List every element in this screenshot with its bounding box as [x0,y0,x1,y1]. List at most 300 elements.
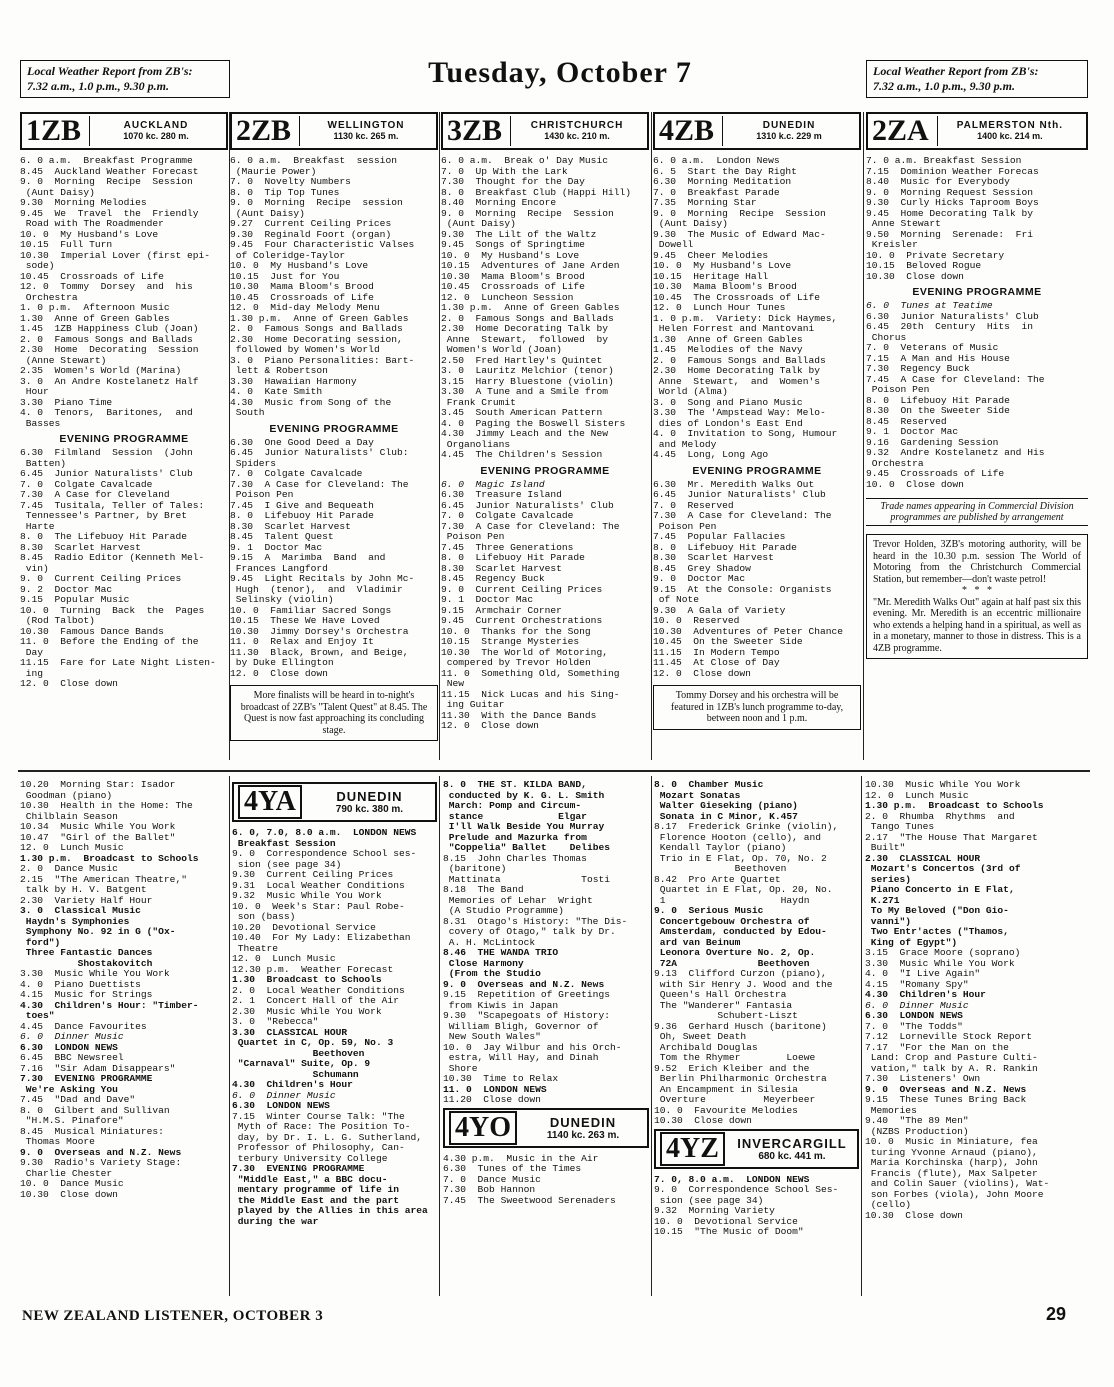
schedule-entry: 9.15 Repetition of Greetings from Kiwis in Japan [443,989,610,1011]
schedule-entry: 4.30 Children's Hour: "Timber- toes" [20,999,199,1021]
schedule-entry: 9.45 Cheer Melodies [653,249,769,261]
station-city: CHRISTCHURCH [530,120,624,131]
schedule-entry: 7. 0 a.m. Breakfast Session [866,155,1022,166]
schedule-entry: 9. 2 Doctor Mac [20,583,113,595]
schedule-list [441,480,649,732]
schedule-entry: 2.17 "The House That Margaret Built" [865,831,1038,853]
schedule-entry: 6.30 Junior Naturalists' Club [866,310,1039,322]
schedule-entry: 9.15 These Tunes Bring Back Memories [865,1094,1027,1116]
schedule-entry: 6. 0 Tunes at Teatime [866,300,993,311]
station-city: AUCKLAND [123,120,189,131]
schedule-entry: 2. 1 Concert Hall of the Air [232,995,399,1006]
schedule-entry: 11.15 Nick Lucas and his Sing- ing Guitar [441,688,620,710]
schedule-entry: 9. 0 Morning Recipe session (Aunt Daisy) [230,197,403,219]
weather-title: Local Weather Report from ZB's: [873,64,1039,78]
schedule-entry: 10.15 "The Music of Doom" [654,1226,804,1237]
schedule-entry: 10.30 Mama Bloom's Brood [441,270,585,282]
evening-heading: EVENING PROGRAMME [59,433,189,445]
station-box-2zb [230,112,438,150]
schedule-entry: 8. 0 Lifebuoy Hit Parade [441,552,585,563]
schedule-entry: 10.20 Morning Star: Isador Goodman (piano) [20,780,176,801]
schedule-entry: 10.45 Crossroads of Life [20,270,164,282]
schedule-entry: 7. 0 Colgate Cavalcade [441,510,574,521]
schedule-list [653,480,861,680]
station-box-1zb [20,112,228,150]
schedule-entry: 7.30 Regency Buck [866,363,970,374]
schedule-entry: 9.30 Current Ceiling Prices [232,869,394,880]
talent-quest-note: More finalists will be heard in to-night's broadcast of 2ZB's "Talent Quest" at 8.45. The Quest is now fast approaching its concluding stage. [230,685,438,741]
schedule-entry: 12.30 p.m. Weather Forecast [232,963,394,975]
column-rule [651,112,652,760]
schedule-entry: 10. 0 Favourite Melodies [654,1104,798,1116]
schedule-entry: 7.15 Dominion Weather Forecas [866,165,1039,177]
station-call: 3ZB [447,116,511,146]
schedule-entry: 8.17 Frederick Grinke (violin), Florence Hooton (cello), and Kendall Taylor (piano) Trio in E Flat, Op. 70, No. 2 Beethoven [654,821,839,874]
schedule-entry: 4.30 Children's Hour [865,989,986,1000]
schedule-entry: 2.30 Home Decorating Talk by Anne Stewart, and Women's World (Alma) [653,365,820,397]
schedule-list [866,156,1088,282]
schedule-entry: 6.45 Junior Naturalists' Club [20,468,193,479]
motoring-note-text: Trevor Holden, 3ZB's motoring authority, will be heard in the 10.30 p.m. session The World of Motoring from the Christchurch Commercial Station, but remember—don't waste petrol! [873,539,1081,585]
schedule-entry: 9.13 Clifford Curzon (piano), with Sir Henry J. Wood and the Queen's Hall Orchestra The "Wanderer" Fantasia Schubert-Liszt [654,968,833,1021]
column-4zb [653,112,861,760]
schedule-entry: 2.30 Home Decorating Session (Anne Stewart) [20,344,199,366]
schedule-entry: 8.45 Auckland Weather Forecast [20,165,199,177]
schedule-entry: 10. 0 My Husband's Love [230,260,369,271]
schedule-entry: 9.45 Four Characteristic Valses of Coleridge-Taylor [230,239,415,261]
schedule-entry: 9. 1 Doctor Mac [866,426,959,437]
station-box-4yo [443,1108,649,1148]
column-rule [439,776,440,1296]
schedule-entry: 10.15 Beloved Rogue [866,260,982,271]
station-call: 2ZA [872,116,938,146]
schedule-entry: 10.30 Mama Bloom's Brood [230,281,374,292]
schedule-list [654,780,859,1127]
schedule-entry: 8.46 THE WANDA TRIO Close Harmony (From the Studio [443,947,559,979]
schedule-entry: 8. 0 THE ST. KILDA BAND, conducted by K. G. L. Smith March: Pomp and Circum- stance Elgar I'll Walk Beside You Murray Prelude and Mazurka from "Coppelia" Ballet Delibes [443,780,610,853]
schedule-entry: 9.45 Current Orchestrations [441,615,603,626]
schedule-entry: 10.30 Time to Relax [443,1073,559,1084]
schedule-entry: 4. 0 Invitation to Song, Humour and Melody [653,428,838,450]
schedule-entry: 8.45 Musical Miniatures: Thomas Moore [20,1125,164,1147]
schedule-entry: 4.45 Dance Favourites [20,1020,147,1032]
column-1zb [20,112,228,760]
schedule-entry: 7. 0 Breakfast Parade [653,186,780,198]
schedule-entry: 8.45 Grey Shadow [653,562,751,574]
schedule-entry: 9.50 Morning Serenade: Fri Kreisler [866,228,1033,250]
schedule-list [230,156,438,419]
schedule-entry: 2.15 "The American Theatre," talk by H. V. Batgent [20,873,187,895]
schedule-entry: 6.30 Filmland Session (John Batten) [20,447,193,469]
lower-column-4 [654,780,859,1300]
schedule-entry: 10.15 Heritage Hall [653,270,769,282]
schedule-entry: 7. 0, 8.0 a.m. LONDON NEWS [654,1173,810,1185]
schedule-entry: 7. 0 Dance Music [443,1173,541,1185]
schedule-entry: 6. 0 Magic Island [441,478,545,490]
station-box-3zb [441,112,649,150]
schedule-entry: 10. 0 Week's Star: Paul Robe- son (bass) [232,900,405,922]
column-3zb [441,112,649,760]
schedule-entry: 12. 0 Tommy Dorsey and his Orchestra [20,281,193,303]
schedule-entry: 7.35 Morning Star [653,197,757,208]
schedule-entry: 9.15 Popular Music [20,594,130,605]
schedule-entry: 9.32 Music While You Work [232,890,382,901]
schedule-entry: 8.40 Morning Encore [441,197,557,208]
schedule-entry: 8.45 Talent Quest [230,531,334,542]
schedule-entry: 9. 0 Correspondence School Ses- sion (see page 34) [654,1184,839,1206]
schedule-entry: 9.30 Curly Hicks Taproom Boys [866,197,1039,208]
station-freq: 1400 kc. 214 m. [977,131,1043,141]
schedule-entry: 6.30 LONDON NEWS [865,1010,963,1021]
schedule-entry: 4. 0 "I Live Again" [865,968,981,979]
schedule-entry: 2.30 CLASSICAL HOUR Mozart's Concertos (3rd of series) Piano Concerto in E Flat, K.271 To My Beloved ("Don Gio- vanni") Two Entr'actes ("Thamos, King of Egypt") [865,852,1021,948]
schedule-entry: 10. 0 Devotional Service [654,1215,798,1227]
schedule-entry: 7.15 Winter Course Talk: "The Myth of Race: The Position To- day, by Dr. I. L. G. Sutherland, Professor of Philosophy, Can- terbury University College [232,1110,422,1164]
schedule-entry: 10.30 Health in the Home: The Chilblain Season [20,800,193,822]
schedule-entry: 11.45 At Close of Day [653,657,780,668]
schedule-entry: 10.45 The Crossroads of Life [653,291,820,303]
schedule-entry: 9. 0 Overseas and N.Z. News [20,1146,182,1158]
column-rule [229,776,230,1296]
schedule-entry: 12. 0 Close down [20,678,118,689]
schedule-entry: 10. 0 Thanks for the Song [441,625,591,637]
schedule-entry: 10.30 Famous Dance Bands [20,625,164,637]
lower-column-5 [865,780,1090,1300]
schedule-entry: 6.45 BBC Newsreel [20,1052,124,1063]
schedule-entry: 7.45 "Dad and Dave" [20,1094,136,1105]
schedule-entry: 3.30 A Tune and a Smile from Frank Crumit [441,386,608,408]
column-rule [863,112,864,760]
schedule-entry: 9.36 Gerhard Husch (baritone) Oh, Sweet Death Archibald Douglas Tom the Rhymer Loewe [654,1020,827,1063]
schedule-entry: 8.30 Scarlet Harvest [653,552,774,563]
schedule-entry: 8.45 Radio Editor (Kenneth Mel- vin) [20,552,205,574]
schedule-entry: 9.15 Armchair Corner [441,604,562,616]
schedule-entry: 7.12 Lorneville Stock Report [865,1031,1032,1042]
column-rule [229,112,230,760]
evening-heading: EVENING PROGRAMME [480,464,610,477]
schedule-list [654,1175,859,1238]
schedule-entry: 8.40 Music for Everybody [866,176,1010,187]
schedule-entry: 9. 0 Correspondence School ses- sion (see page 34) [232,848,417,870]
schedule-entry: 7.17 "For the Man on the Land: Crop and Pasture Culti- vation," talk by A. R. Rankin [865,1041,1038,1074]
schedule-entry: 4. 0 Paging the Boswell Sisters [441,417,626,429]
schedule-entry: 7. 0 Veterans of Music [866,342,999,353]
schedule-entry: 2.30 Music While You Work [232,1005,382,1017]
station-city: DUNEDIN [549,1114,617,1130]
schedule-entry: 6. 0 a.m. Breakfast session (Maurie Power) [230,155,397,177]
schedule-entry: 12. 0 Lunch Music [20,842,124,853]
lower-column-3 [443,780,649,1300]
schedule-entry: 10.15 Adventures of Jane Arden [441,260,620,271]
schedule-entry: 10.15 Just for You [230,270,340,282]
schedule-entry: 9.30 A Gala of Variety [653,604,786,616]
motoring-note [866,534,1088,659]
schedule-entry: 9. 0 Morning Recipe Session (Aunt Daisy) [653,207,826,229]
schedule-list [653,156,861,461]
schedule-entry: 7.30 Bob Hannon [443,1184,536,1195]
schedule-entry: 2. 0 Famous Songs and Ballads [230,323,403,334]
schedule-entry: 7. 0 Colgate Cavalcade [20,478,153,490]
schedule-list [20,448,228,690]
schedule-entry: 10.30 Music While You Work [865,780,1021,790]
station-freq: 1070 kc. 280 m. [123,131,189,141]
schedule-entry: 7.45 Three Generations [441,541,574,553]
schedule-entry: 4. 0 Tenors, Baritones, and Basses [20,407,193,429]
schedule-entry: 7.30 A Case for Cleveland: The Poison Pen [441,520,620,542]
schedule-entry: 6.45 Junior Naturalists' Club: Spiders [230,447,409,469]
schedule-entry: 12. 0 Lunch Hour Tunes [653,302,786,313]
schedule-entry: 8. 0 Gilbert and Sullivan "H.M.S. Pinafore" [20,1104,170,1126]
schedule-entry: 9.30 The Lilt of the Waltz [441,228,597,240]
schedule-entry: 2.50 Fred Hartley's Quintet [441,354,603,366]
schedule-list [20,780,227,1200]
schedule-entry: 10.45 On the Sweeter Side [653,636,803,647]
schedule-entry: 4.30 Music from Song of the South [230,396,392,418]
dorsey-note: Tommy Dorsey and his orchestra will be featured in 1ZB's lunch programme to-day, between noon and 1 p.m. [653,685,861,730]
footer-publication: NEW ZEALAND LISTENER, OCTOBER 3 [22,1308,324,1324]
schedule-entry: 1.30 p.m. Broadcast to Schools [865,800,1044,811]
schedule-entry: 7.45 Tusitala, Teller of Tales: Tennessee's Partner, by Bret Harte [20,499,205,532]
schedule-entry: 4.30 p.m. Music in the Air [443,1152,599,1164]
schedule-entry: 10. 0 Private Secretary [866,249,1005,261]
schedule-entry: 6.45 Junior Naturalists' Club [653,489,826,500]
schedule-entry: 9.45 Light Recitals by John Mc- Hugh (tenor), and Vladimir Selinsky (violin) [230,573,415,605]
schedule-entry: 12. 0 Mid-day Melody Menu [230,302,380,313]
schedule-entry: 7.30 A Case for Cleveland: The Poison Pen [230,478,409,500]
weather-times: 7.32 a.m., 1.0 p.m., 9.30 p.m. [873,79,1016,93]
schedule-entry: 10. 0 My Husband's Love [653,260,792,271]
schedule-entry: 9.30 Radio's Variety Stage: Charlie Chester [20,1157,182,1179]
schedule-entry: 10.30 Close down [654,1115,752,1126]
schedule-entry: 10.45 Crossroads of Life [441,281,585,292]
station-call: 4YO [449,1111,517,1145]
column-rule [439,112,440,760]
schedule-entry: 10. 0 My Husband's Love [20,228,159,240]
schedule-entry: 9.40 "The 89 Men" (NZBS Production) [865,1115,969,1137]
schedule-entry: 6.45 Junior Naturalists' Club [441,499,614,511]
schedule-entry: 9.30 The Music of Edward Mac- Dowell [653,228,826,250]
schedule-entry: 8.30 On the Sweeter Side [866,405,1010,416]
schedule-entry: 6. 0, 7.0, 8.0 a.m. LONDON NEWS Breakfast Session [232,827,417,849]
schedule-entry: 7.30 A Case for Cleveland: The Poison Pen [653,510,832,532]
schedule-entry: 3.15 Harry Bluestone (violin) [441,375,614,387]
schedule-entry: 11.30 With the Dance Bands [441,709,597,721]
schedule-list [20,156,228,429]
schedule-entry: 7. 0 Novelty Numbers [230,176,351,187]
schedule-entry: 6. 0 Dinner Music [865,999,969,1011]
schedule-entry: 9.45 Crossroads of Life [866,468,1005,479]
schedule-entry: 2. 0 Famous Songs and Ballads [653,354,826,366]
schedule-entry: 9. 0 Overseas and N.Z. News [865,1083,1027,1095]
schedule-entry: 10.47 "Girl of the Ballet" [20,831,176,843]
column-2zb [230,112,438,760]
station-call: 4YA [238,785,302,819]
schedule-entry: 9.45 Home Decorating Talk by Anne Stewart [866,207,1033,229]
station-call: 2ZB [236,116,300,146]
schedule-entry: 9.16 Gardening Session [866,436,999,448]
schedule-entry: 3.15 Grace Moore (soprano) [865,947,1021,958]
schedule-entry: 2. 0 Rhumba Rhythms and Tango Tunes [865,810,1015,832]
schedule-list [865,780,1090,1221]
schedule-entry: 8. 0 The Lifebuoy Hit Parade [20,531,187,542]
station-call: 4ZB [659,116,723,146]
schedule-entry: 11. 0 Before the Ending of the Day [20,636,199,658]
weather-box-left [20,60,230,98]
lower-column-4ya [232,780,437,1300]
station-freq: 790 kc. 380 m. [335,804,404,815]
schedule-entry: 8.30 Scarlet Harvest [230,520,351,532]
schedule-entry: 2.30 Home Decorating Talk by Anne Stewart, followed by Women's World (Joan) [441,323,608,355]
station-freq: 1140 kc. 263 m. [546,1129,620,1141]
evening-heading: EVENING PROGRAMME [269,422,399,435]
schedule-entry: 8.31 Otago's History: "The Dis- covery of Otago," talk by Dr. A. H. McLintock [443,915,628,948]
schedule-entry: 2.30 Home Decorating session, followed by Women's World [230,333,403,355]
schedule-entry: 6.30 Morning Meditation [653,176,792,187]
schedule-entry: 4.45 Long, Long Ago [653,449,769,460]
schedule-list [230,438,438,680]
schedule-entry: 6. 5 Start the Day Right [653,165,797,177]
schedule-entry: 8.45 Reserved [866,415,947,427]
schedule-entry: 10. 0 Reserved [653,615,740,626]
schedule-entry: 7. 0 "The Todds" [865,1020,963,1032]
evening-heading: EVENING PROGRAMME [692,464,822,477]
schedule-entry: 1.30 p.m. Anne of Green Gables [441,302,620,313]
schedule-entry: 11. 0 Something Old, Something New [441,667,620,689]
schedule-entry: 9. 1 Doctor Mac [230,541,323,553]
schedule-entry: 8.18 The Band Memories of Lehar Wright (A Studio Programme) [443,884,593,916]
schedule-entry: 10.30 Adventures of Peter Chance [653,625,843,637]
weather-title: Local Weather Report from ZB's: [27,64,193,78]
schedule-entry: 4.30 Children's Hour [232,1079,353,1090]
schedule-entry: 10. 0 Music in Miniature, fea turing Yvonne Arnaud (piano), Maria Korchinska (harp), John Francis (flute), Max Salpeter and Colin Sauer (violins), Wat- son Forbes (viola), John Moore (cello) [865,1136,1050,1210]
schedule-entry: 1.30 p.m. Broadcast to Schools [20,852,199,864]
schedule-entry: 7.45 The Sweetwood Serenaders [443,1194,616,1206]
schedule-entry: 9. 0 Overseas and N.Z. News [443,978,605,990]
schedule-entry: 1.30 Anne of Green Gables [653,333,803,345]
schedule-entry: 10. 0 Jay Wilbur and his Orch- estra, Will Hay, and Dinah Shore [443,1041,622,1074]
column-2za [866,112,1088,760]
schedule-entry: 10. 0 Close down [866,478,964,490]
schedule-entry: 10. 0 Familiar Sacred Songs [230,604,392,616]
schedule-entry: 1.30 Broadcast to Schools [232,974,382,985]
schedule-entry: 3. 0 Piano Personalities: Bart- lett & Robertson [230,354,415,376]
schedule-entry: 10.15 Strange Mysteries [441,636,580,647]
schedule-entry: 8. 0 Tip Top Tunes [230,186,340,198]
station-box-4yz [654,1129,859,1169]
schedule-entry: 10. 0 Turning Back the Pages (Rod Talbot) [20,604,205,626]
schedule-entry: 10.30 Close down [20,1188,118,1200]
schedule-entry: 6.30 Mr. Meredith Walks Out [653,478,815,490]
schedule-entry: 6. 0 a.m. Breakfast Programme [20,155,193,166]
schedule-entry: 1.30 Anne of Green Gables [20,312,170,324]
schedule-entry: 10.30 The World of Motoring, compered by Trevor Holden [441,646,608,668]
schedule-entry: 7.30 EVENING PROGRAMME We're Asking You [20,1073,153,1095]
station-box-2za [866,112,1088,150]
schedule-entry: 11. 0 Relax and Enjoy It [230,636,374,647]
section-rule [18,770,1090,772]
schedule-entry: 9. 0 Current Ceiling Prices [441,583,603,595]
schedule-entry: 9.15 At the Console: Organists of Note [653,583,832,605]
station-freq: 1430 kc. 210 m. [544,131,610,141]
station-city: INVERCARGILL [737,1135,847,1151]
schedule-entry: 10.15 These We Have Loved [230,615,380,626]
lower-column-1 [20,780,227,1300]
schedule-entry: 8.45 Regency Buck [441,573,545,584]
schedule-entry: 6.30 LONDON NEWS [232,1100,330,1111]
column-rule [861,776,862,1296]
schedule-entry: 2. 0 Dance Music [20,863,118,874]
schedule-entry: 8. 0 Lifebuoy Hit Parade [230,510,374,521]
schedule-entry: 9. 0 Current Ceiling Prices [20,573,182,584]
schedule-entry: 9.45 Songs of Springtime [441,239,585,250]
station-call: 4YZ [660,1132,725,1166]
schedule-entry: 9. 0 Serious Music Concertgebouw Orchestra of Amsterdam, conducted by Edou- ard van Beinum Leonora Overture No. 2, Op. 72A Beethoven [654,905,827,969]
schedule-entry: 9.30 Morning Melodies [20,197,147,208]
schedule-entry: 7.30 A Case for Cleveland [20,489,170,500]
schedule-entry: 6. 0 a.m. Break o' Day Music [441,155,608,166]
schedule-entry: 2.35 Women's World (Marina) [20,365,182,376]
schedule-entry: 9.15 A Marimba Band and Frances Langford [230,552,386,574]
schedule-entry: 6.30 Tunes of the Times [443,1163,582,1174]
schedule-entry: 4. 0 Piano Duettists [20,978,141,990]
schedule-entry: 10.30 Mama Bloom's Brood [653,281,797,292]
schedule-entry: 10.40 For My Lady: Elizabethan Theatre [232,932,411,954]
schedule-entry: 3.30 Hawaiian Harmony [230,375,357,387]
schedule-entry: 12. 0 Close down [230,667,328,679]
schedule-entry: 7.45 I Give and Bequeath [230,499,374,511]
schedule-entry: 8.15 John Charles Thomas (baritone) Mattinata Tosti [443,852,610,885]
schedule-entry: 9.45 We Travel the Friendly Road with The Roadmender [20,207,199,229]
schedule-list [443,780,649,1106]
schedule-entry: 7.30 EVENING PROGRAMME "Middle East," a BBC docu- mentary programme of life in the Middle East and the part played by the Allies in this area during the war [232,1163,428,1227]
schedule-entry: 10.30 Imperial Lover (first epi- sode) [20,249,210,271]
weather-box-right [866,60,1088,98]
schedule-entry: 6.45 20th Century Hits in Chorus [866,321,1033,343]
schedule-entry: 10.20 Devotional Service [232,921,376,933]
page-number: 29 [1046,1304,1067,1324]
schedule-entry: 11. 0 LONDON NEWS [443,1083,547,1095]
schedule-entry: 9. 0 Morning Recipe Session (Aunt Daisy) [441,207,614,229]
schedule-entry: 12. 0 Close down [441,720,539,731]
schedule-entry: 4.15 Music for Strings [20,989,153,1000]
schedule-entry: 3.45 South American Pattern [441,407,603,418]
schedule-entry: 2. 0 Famous Songs and Ballads [441,312,614,324]
schedule-entry: 9. 0 Doctor Mac [653,573,746,584]
schedule-list [232,828,437,1227]
schedule-entry: 3. 0 "Rebecca" [232,1016,319,1027]
trade-names-note: Trade names appearing in Commercial Division programmes are published by arrangement [866,498,1088,526]
schedule-entry: 10.34 Music While You Work [20,821,176,832]
schedule-entry: 4.30 Jimmy Leach and the New Organolians [441,428,608,450]
schedule-entry: 3.30 Music While You Work [20,968,170,979]
evening-heading: EVENING PROGRAMME [912,286,1042,298]
schedule-entry: 1.30 p.m. Anne of Green Gables [230,312,409,324]
schedule-entry: 7.30 Listeners' Own [865,1073,981,1084]
schedule-entry: 11.20 Close down [443,1094,541,1105]
meredith-note-text: "Mr. Meredith Walks Out" again at half past six this evening. Mr. Meredith is an eccentric millionaire who extends a helping hand in a spiritual, as well as in a monetary, manner to those in distress. This is a 4ZB programme. [873,596,1082,654]
schedule-entry: 7.30 Thought for the Day [441,176,585,187]
schedule-list [443,1154,649,1207]
station-freq: 680 kc. 441 m. [758,1150,826,1162]
schedule-entry: 3. 0 An Andre Kostelanetz Half Hour [20,375,199,397]
schedule-entry: 9.31 Local Weather Conditions [232,879,405,891]
schedule-entry: 3.30 Piano Time [20,396,113,408]
schedule-entry: 8.30 Scarlet Harvest [20,541,141,553]
schedule-entry: 10.30 Jimmy Dorsey's Orchestra [230,625,409,637]
station-city: DUNEDIN [762,120,816,131]
station-freq: 1130 kc. 265 m. [333,131,399,141]
schedule-entry: 9.27 Current Ceiling Prices [230,218,392,229]
